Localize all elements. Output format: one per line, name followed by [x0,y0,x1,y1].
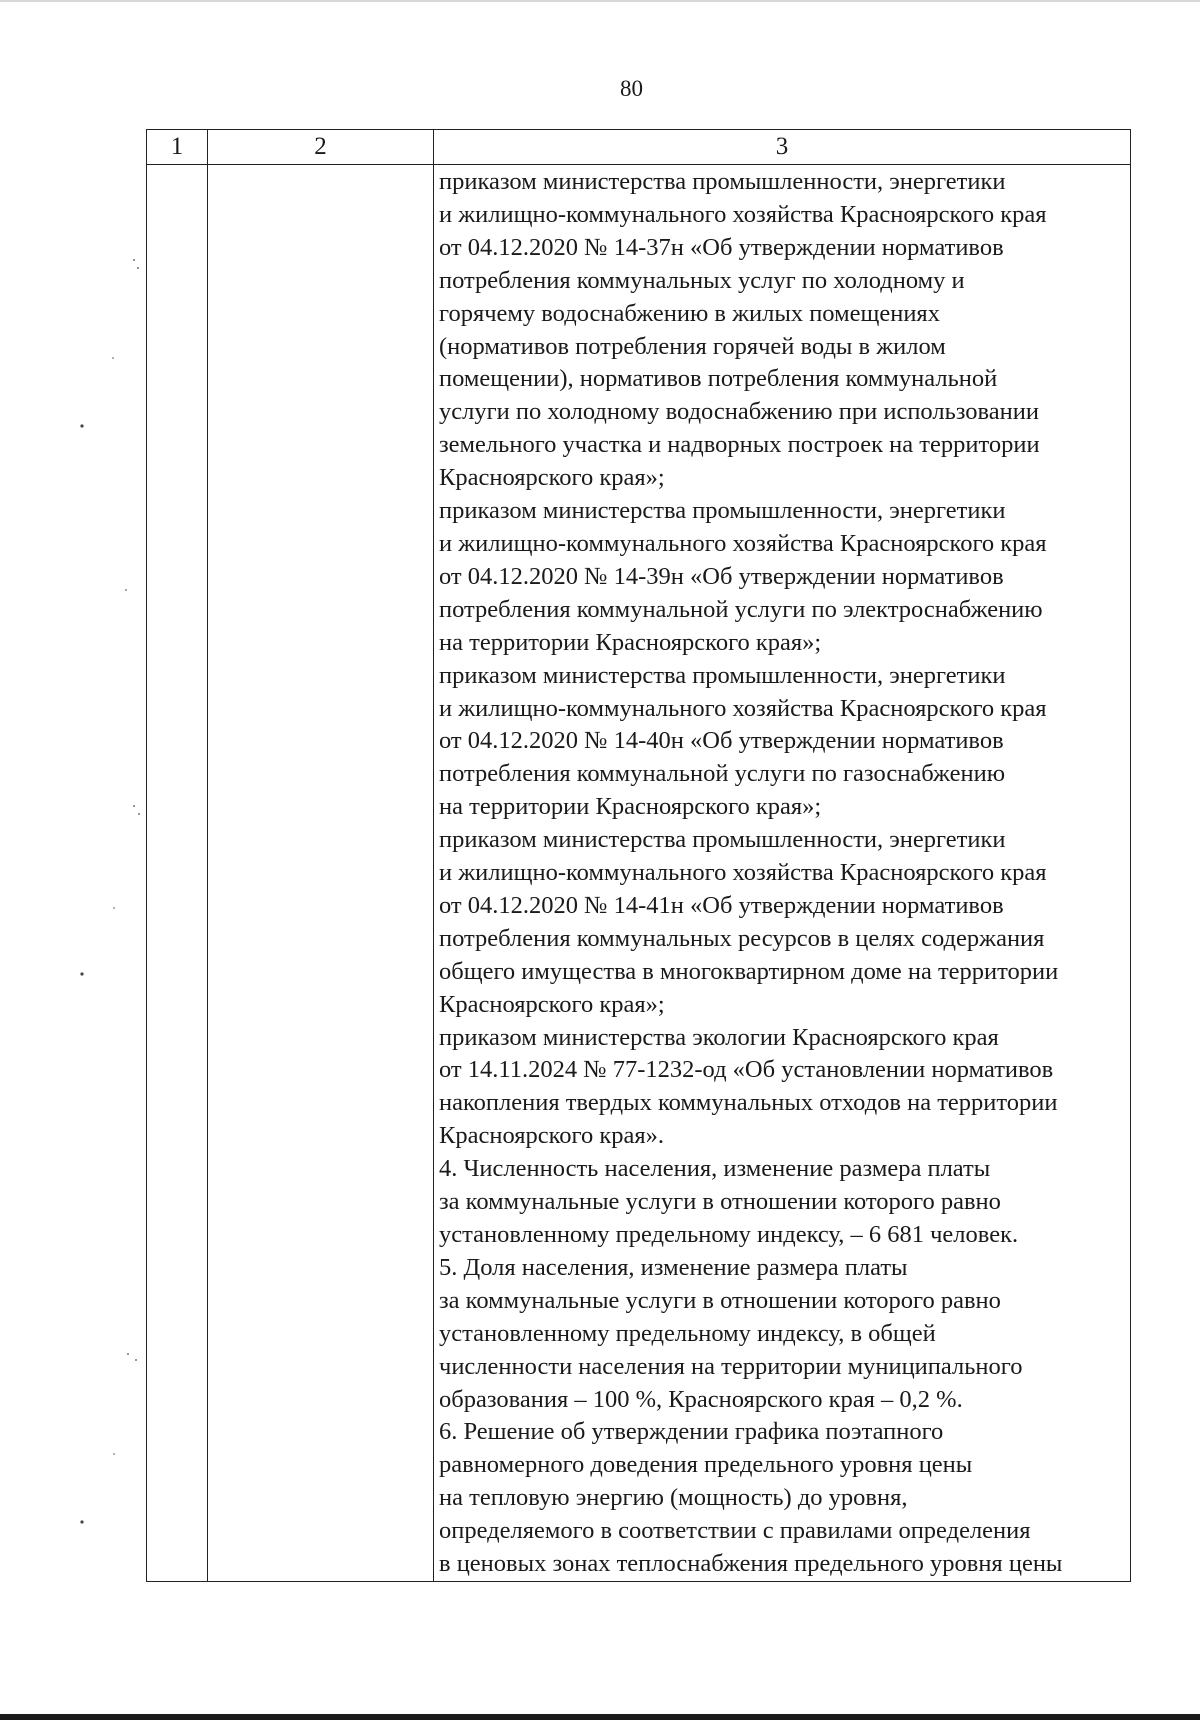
text-line: потребления коммунальных услуг по холодному и [439,266,965,294]
text-line: установленному предельному индексу, – 6 681 человек. [439,1221,1019,1248]
text-line: от 04.12.2020 № 14-40н «Об утверждении нормативов [439,727,1004,755]
text-line: определяемого в соответствии с правилами определения [439,1517,1031,1545]
text-line: приказом министерства промышленности, энергетики [439,168,1006,195]
text-line: 5. Доля населения, изменение размера платы [439,1253,908,1281]
text-line: и жилищно-коммунального хозяйства Красноярского края [439,529,1047,557]
text-line: земельного участка и надворных построек на территории [439,431,1040,459]
cell-col-1 [147,165,208,1582]
text-line: и жилищно-коммунального хозяйства Красноярского края [439,200,1047,228]
text-line: равномерного доведения предельного уровня цены [439,1451,973,1479]
text-line: и жилищно-коммунального хозяйства Красноярского края [439,694,1047,722]
text-line: от 04.12.2020 № 14-41н «Об утверждении нормативов [439,891,1004,919]
text-line: на тепловую энергию (мощность) до уровня, [439,1484,908,1512]
text-line: накопления твердых коммунальных отходов на территории [439,1089,1058,1117]
scan-bottom-edge [0,1714,1200,1720]
cell-col-3 [434,165,1131,1582]
header-col-3: 3 [434,130,1131,165]
cell-col-2 [208,165,434,1582]
text-line: образования – 100 %, Красноярского края – 0,2 %. [439,1385,963,1413]
text-line: помещении), нормативов потребления коммунальной [439,365,998,393]
text-line: установленному предельному индексу, в общей [439,1319,936,1347]
text-line: численности населения на территории муниципального [439,1352,1023,1380]
text-line: горячему водоснабжению в жилых помещениях [439,299,940,327]
text-line: Красноярского края»; [439,464,665,492]
text-line: от 04.12.2020 № 14-37н «Об утверждении нормативов [439,233,1004,261]
page-number: 80 [620,76,643,101]
text-line: Красноярского края»; [439,990,665,1018]
header-col-1: 1 [147,130,208,165]
text-line: (нормативов потребления горячей воды в жилом [439,332,946,360]
text-line: потребления коммунальной услуги по газоснабжению [439,760,1006,788]
text-line: от 04.12.2020 № 14-39н «Об утверждении нормативов [439,562,1004,590]
text-line: приказом министерства промышленности, энергетики [439,497,1006,525]
text-line: на территории Красноярского края»; [439,628,822,656]
header-col-2: 2 [208,130,434,165]
text-line: на территории Красноярского края»; [439,793,822,821]
cell-col-3-text [434,165,1130,1581]
scan-specks [0,2,146,1722]
text-line: в ценовых зонах теплоснабжения предельного уровня цены [439,1550,1063,1578]
table-row [147,165,1131,1582]
text-line: 4. Численность населения, изменение размера платы [439,1155,991,1183]
document-table [146,129,1131,1582]
table-header-row [147,130,1131,165]
text-line: услуги по холодному водоснабжению при использовании [439,398,1039,426]
text-line: приказом министерства промышленности, энергетики [439,826,1006,854]
text-line: потребления коммунальных ресурсов в целях содержания [439,924,1045,952]
text-line: за коммунальные услуги в отношении которого равно [439,1286,1001,1314]
text-line: 6. Решение об утверждении графика поэтапного [439,1418,944,1446]
text-line: и жилищно-коммунального хозяйства Красноярского края [439,859,1047,887]
text-line: общего имущества в многоквартирном доме на территории [439,957,1059,985]
text-line: за коммунальные услуги в отношении которого равно [439,1188,1001,1216]
text-line: приказом министерства промышленности, энергетики [439,661,1006,689]
text-line: приказом министерства экологии Красноярского края [439,1023,999,1051]
text-line: потребления коммунальной услуги по электроснабжению [439,595,1043,623]
text-line: Красноярского края». [439,1122,665,1150]
text-line: от 14.11.2024 № 77-1232-од «Об установлении нормативов [439,1056,1054,1084]
